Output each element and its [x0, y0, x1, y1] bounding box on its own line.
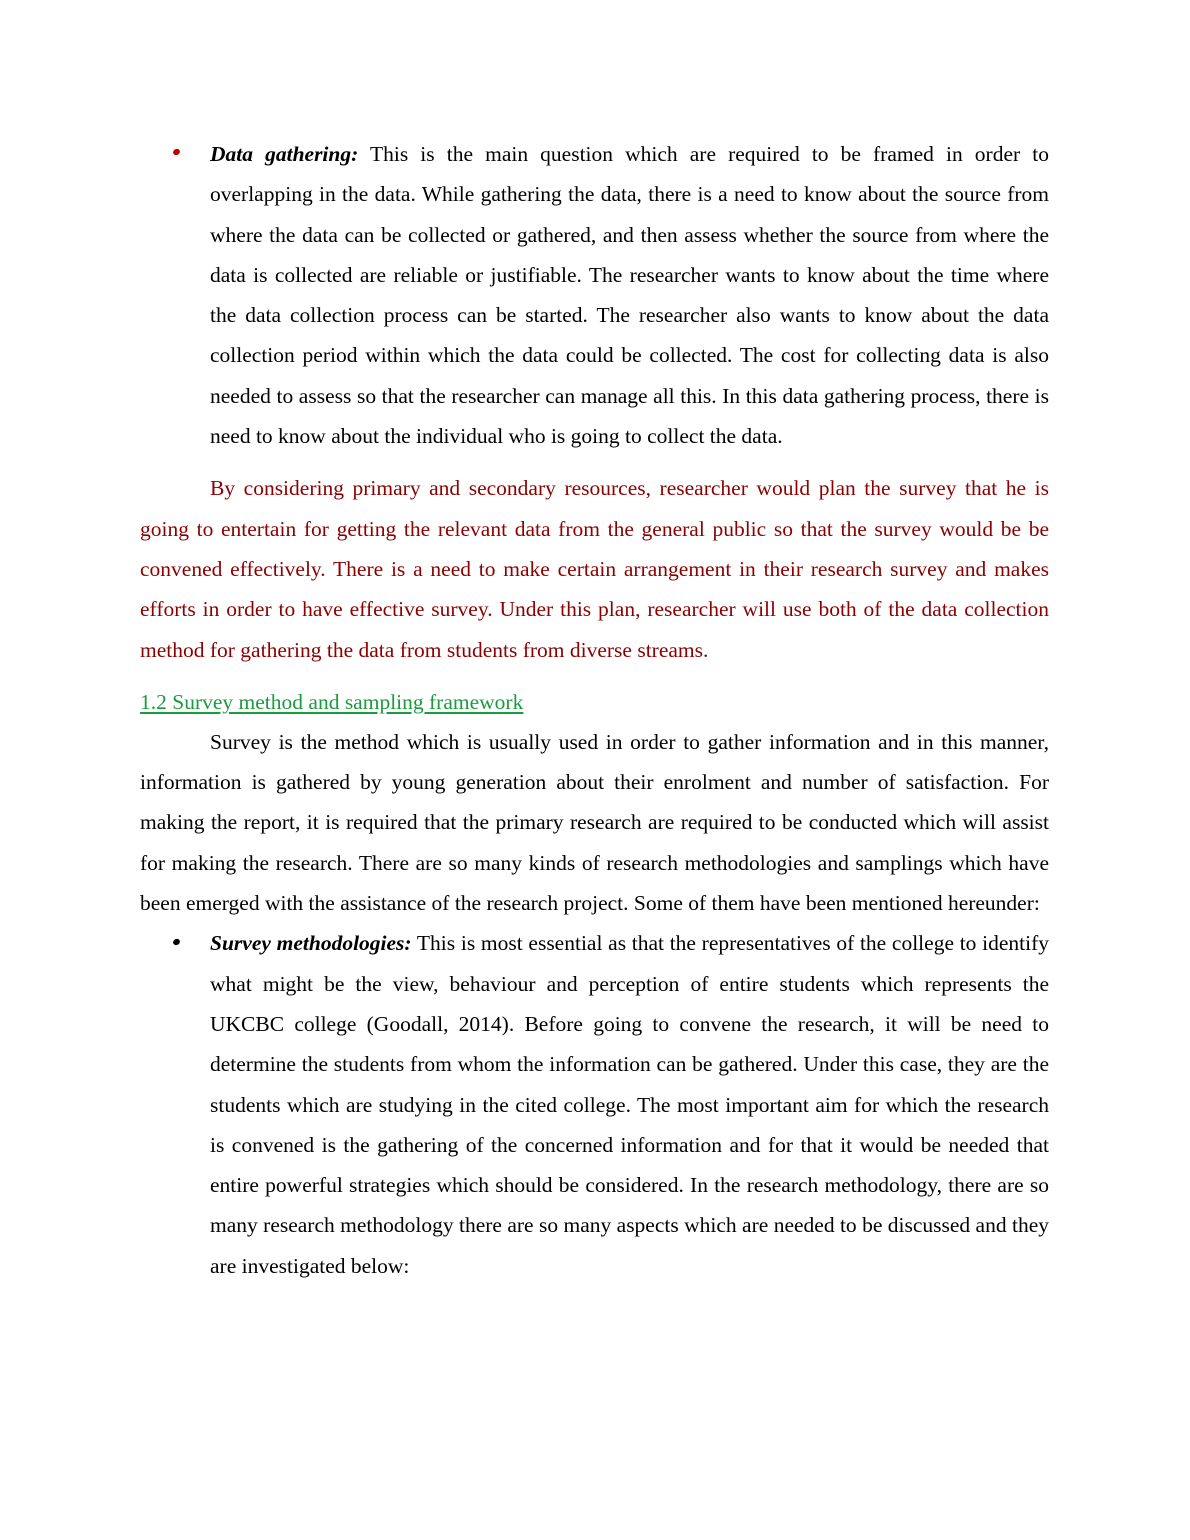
- section-heading: 1.2 Survey method and sampling framework: [140, 689, 524, 714]
- bullet-lead: Data gathering:: [210, 142, 359, 166]
- bullet-icon: [173, 923, 193, 963]
- bullet-icon: [173, 134, 193, 174]
- bullet-item-data-gathering: [140, 134, 1049, 456]
- bullet-lead: Survey methodologies:: [210, 931, 412, 956]
- bullet-text: This is the main question which are required to be framed in order to overlapping in the data. While gathering the data, there is a need to know about the source from where the data can be collected or gathered, and then assess whether the source from where the data is collected are reliable or justifiable. The researcher wants to know about the time where the data collection process can be started. The researcher also wants to know about the data collection period within which the data could be collected. The cost for collecting data is also needed to assess so that the researcher can manage all this. In this data gathering process, there is need to know about the individual who is going to collect the data.: [210, 142, 1049, 449]
- bullet-item-survey-methodologies: [140, 923, 1049, 1286]
- document-body: [140, 134, 1049, 1286]
- paragraph-survey: Survey is the method which is usually used in order to gather information and in this manner, information is gathered by young generation about their enrolment and number of satisfaction. For making the report, it is required that the primary research are required to be conducted which will assist for making the research. There are so many kinds of research methodologies and samplings which have been emerged with the assistance of the research project. Some of them have been mentioned hereunder:: [140, 729, 1049, 916]
- bullet-text: This is most essential as that the representatives of the college to identify what might be the view, behaviour and perception of entire students which represents the UKCBC college (Goodall, 2014). Before going to convene the research, it will be need to determine the students from whom the information can be gathered. Under this case, they are the students which are studying in the cited college. The most important aim for which the research is convened is the gathering of the concerned information and for that it would be needed that entire powerful strategies which should be considered. In the research methodology, there are so many research methodology there are so many aspects which are needed to be discussed and they are investigated below:: [210, 931, 1049, 1278]
- paragraph-primary-secondary: By considering primary and secondary resources, researcher would plan the survey that he is going to entertain for getting the relevant data from the general public so that the survey would be be convened effectively. There is a need to make certain arrangement in their research survey and makes efforts in order to have effective survey. Under this plan, researcher will use both of the data collection method for gathering the data from students from diverse streams.: [140, 476, 1049, 662]
